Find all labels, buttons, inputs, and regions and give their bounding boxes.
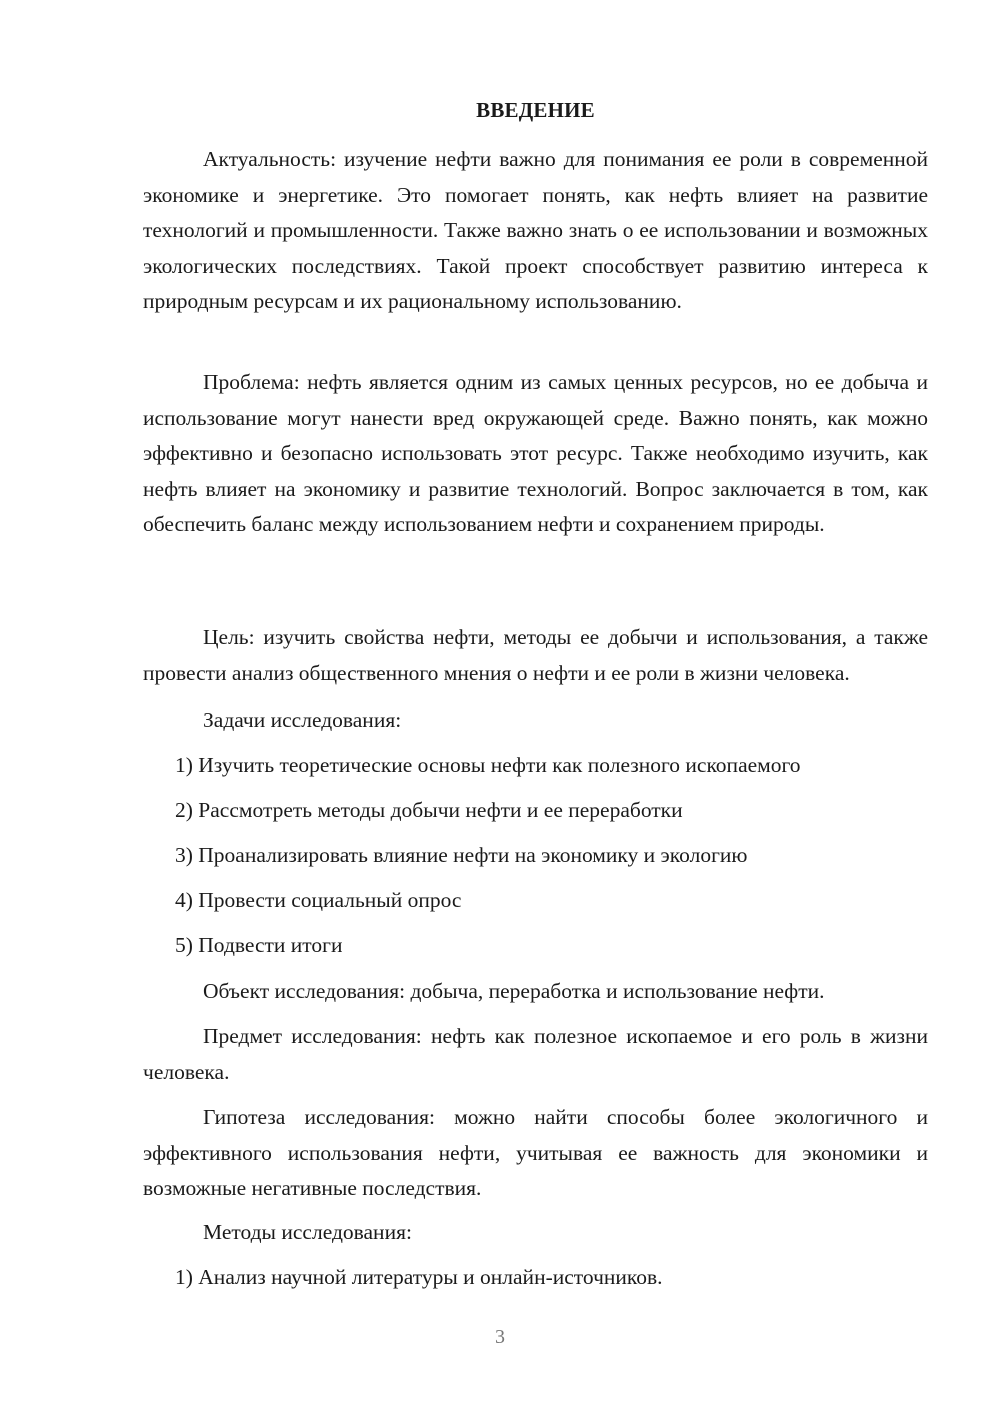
paragraph-problem: Проблема: нефть является одним из самых ценных ресурсов, но ее добыча и использование могут нанести вред окружающей среде. Важно понять, как можно эффективно и безопасно использовать этот ресурс. Также необходимо изучить, как нефть влияет на экономику и развитие технологий. Вопрос заключается в том, как обеспечить баланс между использованием нефти и сохранением природы. xyxy=(143,370,928,536)
task-item-3: 3) Проанализировать влияние нефти на экономику и экологию xyxy=(175,843,748,867)
paragraph-relevance: Актуальность: изучение нефти важно для понимания ее роли в современной экономике и энергетике. Это помогает понять, как нефть влияет на развитие технологий и промышленности. Также важно знать о ее использовании и возможных экологических последствиях. Такой проект способствует развитию интереса к природным ресурсам и их рациональному использованию. xyxy=(143,147,928,313)
task-item-2: 2) Рассмотреть методы добычи нефти и ее переработки xyxy=(175,798,683,822)
paragraph-goal: Цель: изучить свойства нефти, методы ее добычи и использования, а также провести анализ общественного мнения о нефти и ее роли в жизни человека. xyxy=(143,625,928,685)
methods-heading: Методы исследования: xyxy=(203,1220,412,1244)
tasks-heading: Задачи исследования: xyxy=(203,708,402,732)
paragraph-hypothesis: Гипотеза исследования: можно найти способы более экологичного и эффективного использования нефти, учитывая ее важность для экономики и возможные негативные последствия. xyxy=(143,1105,928,1200)
task-item-4: 4) Провести социальный опрос xyxy=(175,888,462,912)
page-number: 3 xyxy=(495,1326,505,1348)
task-item-1: 1) Изучить теоретические основы нефти как полезного ископаемого xyxy=(175,753,801,777)
method-item-1: 1) Анализ научной литературы и онлайн-источников. xyxy=(175,1265,663,1289)
paragraph-subject: Предмет исследования: нефть как полезное ископаемое и его роль в жизни человека. xyxy=(143,1024,928,1084)
section-title: ВВЕДЕНИЕ xyxy=(476,98,595,122)
paragraph-object: Объект исследования: добыча, переработка и использование нефти. xyxy=(203,979,825,1003)
task-item-5: 5) Подвести итоги xyxy=(175,933,343,957)
